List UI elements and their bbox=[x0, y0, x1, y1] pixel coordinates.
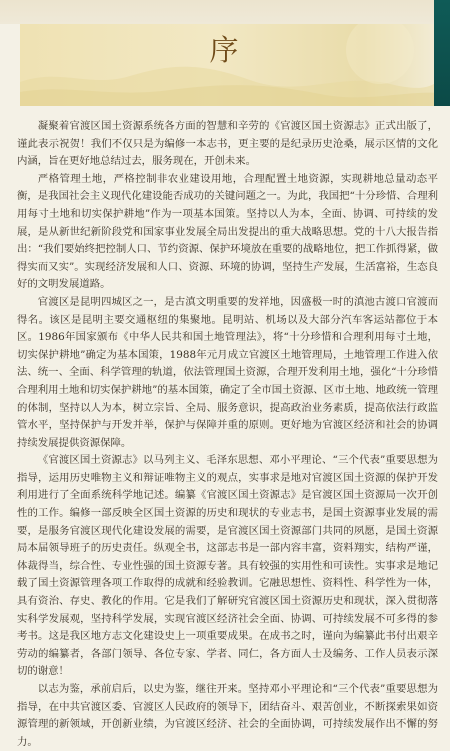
page-title: 序 bbox=[209, 33, 241, 67]
paragraph: 官渡区是昆明四城区之一，是古滇文明重要的发祥地，因盛极一时的滇池古渡口官渡而得名。该区是昆明主要交通枢纽的集聚地。昆明站、机场以及大部分汽车客运站都位于本区。1986年国家颁布《中华人民共和国土地管理法》，将“十分珍惜和合理利用每寸土地，切实保护耕地”确定为基本国策，1988年元月成立官渡区土地管理局，土地管理工作进入依法、统一、全面、科学管理的轨道，依法管理国土资源，合理开发利用土地，强化“十分珍惜合理利用土地和切实保护耕地”的基本国策，确定了全市国土资源、区市土地、地政统一管理的体制，坚持以人为本，树立宗旨、全局、服务意识，提高政治业务素质，提高依法行政监管水平，坚持保护与开发并举，保护与保障并重的原则。更好地为官渡区经济和社会的协调持续发展提供资源保障。 bbox=[17, 295, 438, 449]
paragraph: 以志为鉴，承前启后，以史为鉴，继往开来。坚持邓小平理论和“三个代表”重要思想为指导，在中共官渡区委、官渡区人民政府的领导下，团结奋斗、艰苦创业，不断探索果如资源管理的新领域，开创新业绩，为官渡区经济、社会的全面协调，可持续发展作出不懈的努力。 bbox=[17, 683, 438, 748]
paragraph: 凝聚着官渡区国土资源系统各方面的智慧和辛劳的《官渡区国土资源志》正式出版了，谨此表示祝贺！我们不仅只是为编修一本志书，更主要的是纪录历史沧桑，展示区情的文化内涵，旨在更好地总结过去，服务现在，开创未来。 bbox=[17, 120, 438, 168]
paragraph: 《官渡区国土资源志》以马列主义、毛泽东思想、邓小平理论、“三个代表”重要思想为指导，运用历史唯物主义和辩证唯物主义的观点，实事求是地对官渡区国土资源的保护开发利用进行了全面系统科学地记述。编纂《官渡区国土资源志》是官渡区国土资源局一次开创性的工作。编修一部反映全区国土资源的历史和现状的专业志书，是国土资源事业发展的需要，是服务官渡区现代化建设发展的需要，是官渡区国土资源部门共同的夙愿，是国土资源局本届领导班子的历史责任。纵观全书，这部志书是一部内容丰富，资料翔实，结构严谨，体裁得当，综合性、专业性强的国土资源专著。具有较强的实用性和可读性。实事求是地记载了国土资源管理各项工作取得的成就和经验教训。它融思想性、资料性、科学性为一体，具有资治、存史、教化的作用。它是我们了解研究官渡区国土资源历史和现状，深入贯彻落实科学发展观，坚持科学发展，实现官渡区经济社会全面、协调、可持续发展不可多得的参考书。这是我区地方志文化建设史上一项重要成果。在成书之时，谨向为编纂此书付出艰辛劳动的编纂者，各部门领导、各位专家、学者、同仁，各方面人士及编务、工作人员表示深切的谢意！ bbox=[17, 454, 438, 678]
preface-body bbox=[17, 118, 438, 751]
paragraph: 严格管理土地，严格控制非农业建设用地，合理配置土地资源，实现耕地总量动态平衡，是我国社会主义现代化建设能否成功的关键问题之一。为此，我国把“十分珍惜、合理利用每寸土地和切实保护耕地”作为一项基本国策。坚持以人为本，全面、协调、可持续的发展，是从新世纪新阶段党和国家事业发展全局出发提出的重大战略思想。党的十八大报告指出：“我们要始终把控制人口、节约资源、保护环境放在重要的战略地位，把工作抓得紧，做得实而又实”。实现经济发展和人口、资源、环境的协调，坚持生产发展，生活富裕，生态良好的文明发展道路。 bbox=[17, 172, 438, 291]
top-decorative-band bbox=[0, 0, 450, 24]
